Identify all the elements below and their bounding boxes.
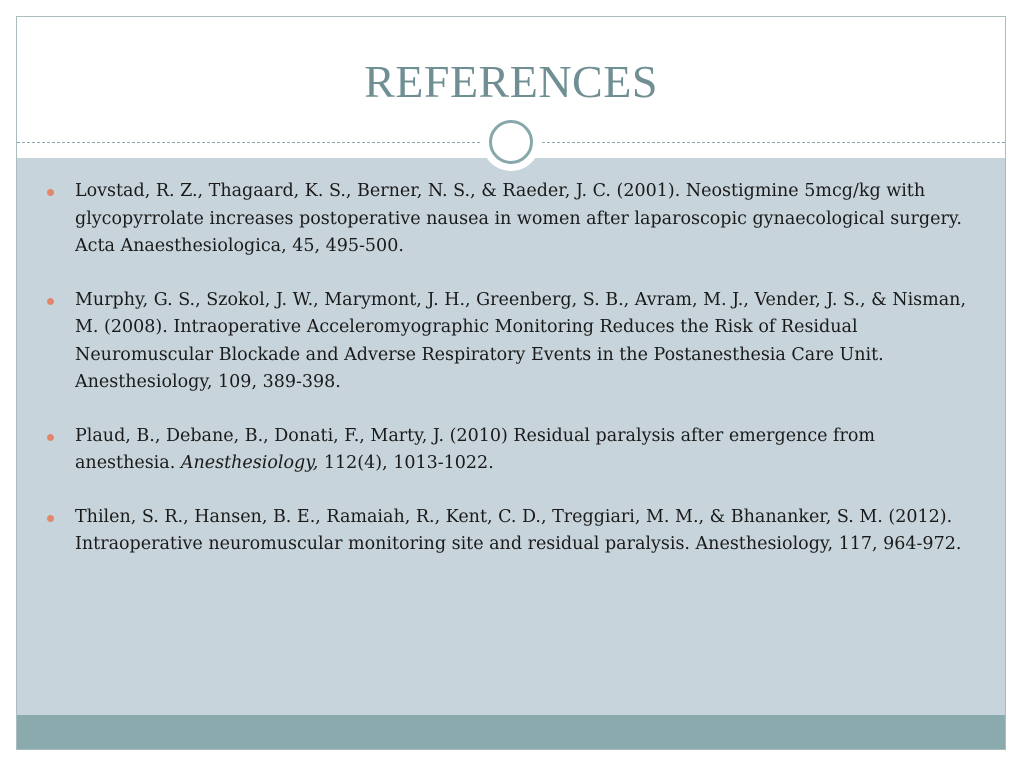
reference-list [47,178,977,585]
reference-text: Thilen, S. R., Hansen, B. E., Ramaiah, R., Kent, C. D., Treggiari, M. M., & Bhananker, S. M. (2012). Intraoperative neuromuscular monitoring site and residual paralysis. Anesthesiology, 117, 964-972. [75,506,962,554]
bullet-icon [47,515,54,522]
footer-bar [17,715,1005,750]
reference-item [47,287,977,397]
reference-text: Lovstad, R. Z., Thagaard, K. S., Berner, N. S., & Raeder, J. C. (2001). Neostigmine 5mcg/kg with glycopyrrolate increases postoperative nausea in women after laparoscopic gynaecological surgery. Acta Anaesthesiologica, 45, 495-500. [75,181,962,256]
bullet-icon [47,298,54,305]
reference-text: Plaud, B., Debane, B., Donati, F., Marty, J. (2010) Residual paralysis after emergence from anesthesia. [75,425,876,473]
reference-text: Murphy, G. S., Szokol, J. W., Marymont, J. H., Greenberg, S. B., Avram, M. J., Vender, J. S., & Nisman, M. (2008). Intraoperative Acceleromyographic Monitoring Reduces the Risk of Residual Neuromuscular Blockade and Adverse Respiratory Events in the Postanesthesia Care Unit. Anesthesiology, 109, 389-398. [75,289,967,392]
reference-item [47,423,977,478]
slide-title: REFERENCES [364,56,658,107]
bullet-icon [47,189,54,196]
bullet-icon [47,434,54,441]
reference-text-tail: 112(4), 1013-1022. [318,453,494,473]
circle-ornament-ring [489,120,533,164]
slide-frame [16,16,1006,750]
reference-item [47,178,977,261]
reference-journal: Anesthesiology, [180,453,319,473]
reference-item [47,504,977,559]
circle-ornament-icon [482,113,540,171]
